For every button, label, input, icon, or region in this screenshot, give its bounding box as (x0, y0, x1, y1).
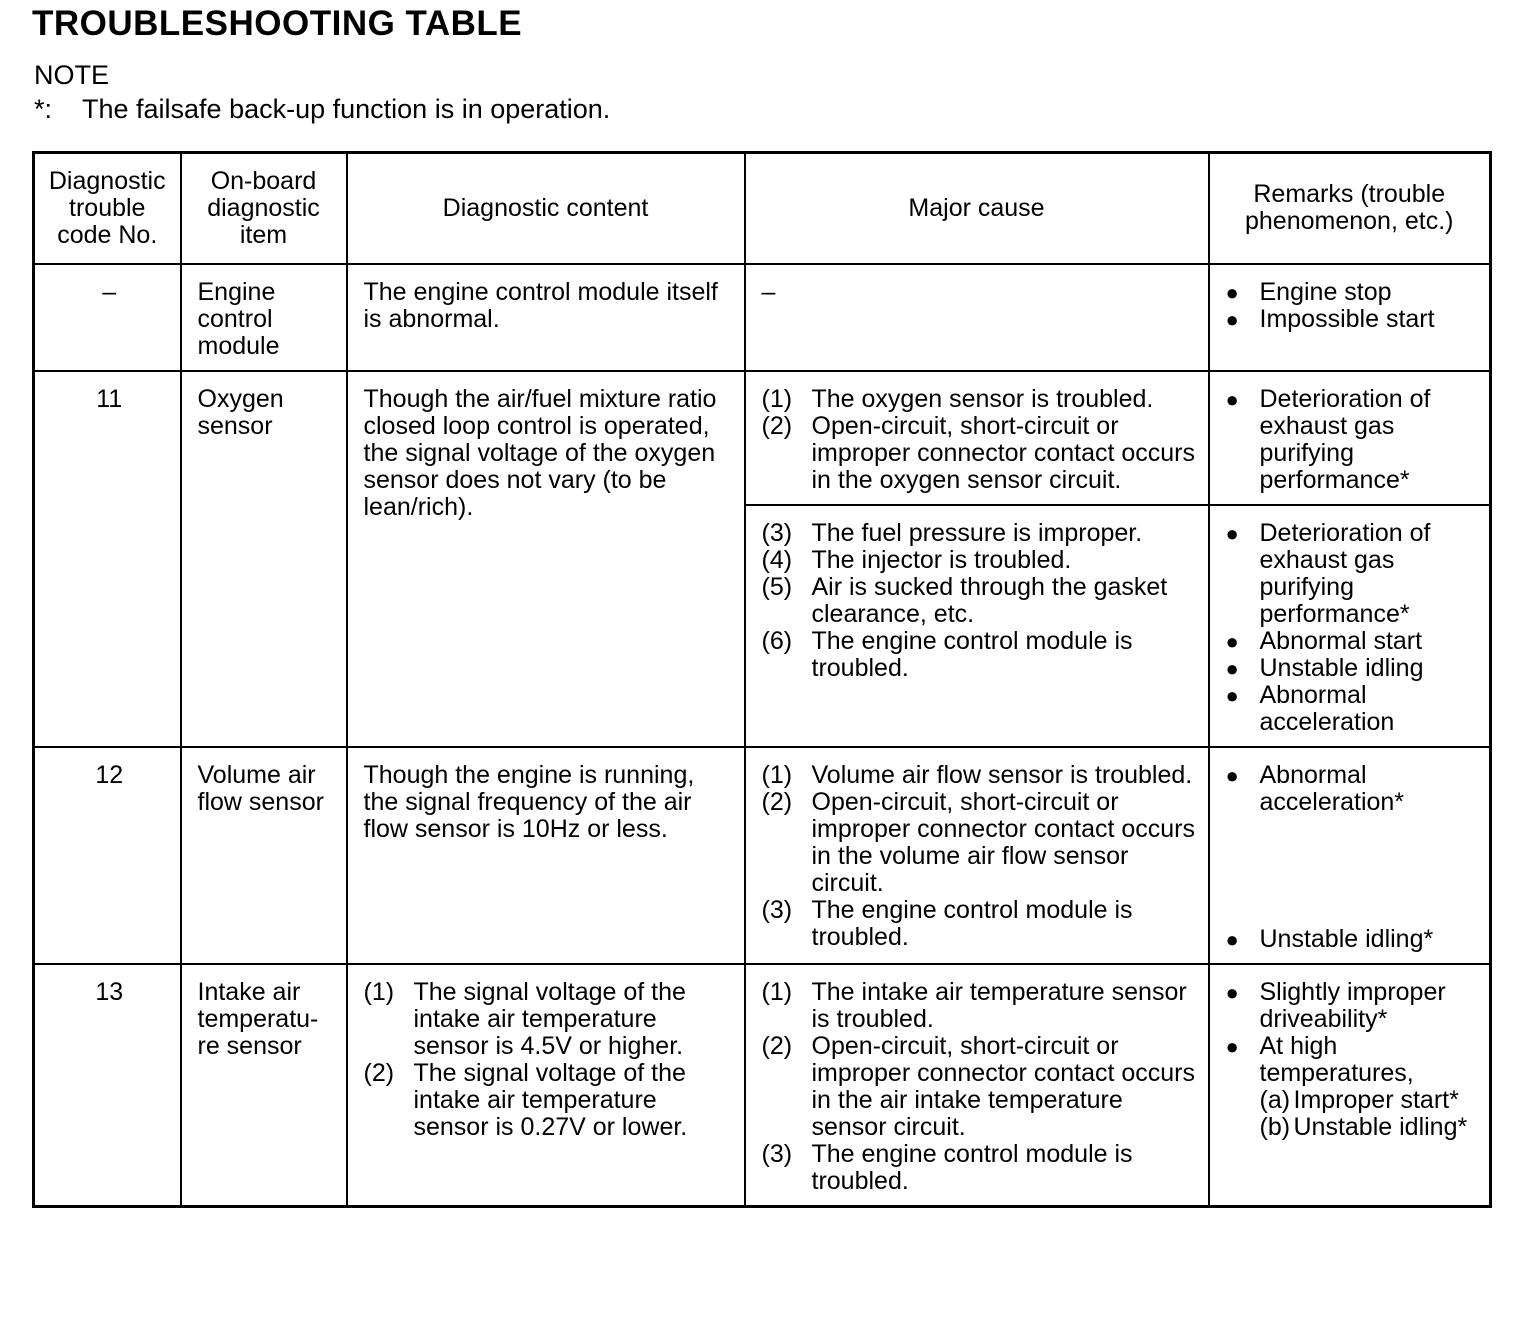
row-code: 12 (34, 747, 181, 964)
bullet-icon: ● (1225, 279, 1239, 305)
header-cause: Major cause (745, 153, 1209, 264)
note-label: NOTE (34, 60, 110, 90)
row-remarks (1209, 964, 1491, 1207)
list-item: ● Abnormal start (1225, 626, 1423, 655)
cause-list (762, 520, 1196, 682)
content-list (364, 979, 732, 1141)
list-item: (3) The engine control module is troubled. (761, 895, 1133, 951)
list-item: (2) Open-circuit, short-circuit or improper connector contact occurs in the oxygen sensor circuit. (761, 411, 1196, 494)
list-item: ● Unstable idling (1225, 653, 1424, 682)
header-code: Diagnostic trouble code No. (34, 153, 181, 264)
header-remarks: Remarks (trouble phenomenon, etc.) (1209, 153, 1491, 264)
list-item: ● Deterioration of exhaust gas purifying performance* (1225, 518, 1431, 628)
bullet-icon: ● (1225, 926, 1239, 952)
bullet-icon: ● (1225, 682, 1239, 708)
row-cause: – (745, 264, 1209, 371)
table-row (34, 371, 1491, 505)
list-item: (1) The oxygen sensor is troubled. (761, 384, 1154, 413)
row-cause (745, 747, 1209, 964)
row-cause (745, 371, 1209, 505)
row-code: 13 (34, 964, 181, 1207)
remarks-list (1226, 979, 1478, 1141)
list-item: ● Unstable idling* (1225, 924, 1434, 953)
table-header-row (34, 153, 1491, 264)
list-item: ● At high temperatures, (a) Improper start* (b) Unstable idling* (1226, 1033, 1478, 1141)
table-row (34, 964, 1491, 1207)
row-remarks (1209, 264, 1491, 371)
list-item: (1) Volume air flow sensor is troubled. (761, 760, 1193, 789)
row-item: Oxygen sensor (181, 371, 347, 747)
list-item: (4) The injector is troubled. (761, 545, 1072, 574)
list-item: ● Deterioration of exhaust gas purifying performance* (1225, 384, 1431, 494)
list-item: (3) The engine control module is troubled. (761, 1139, 1133, 1195)
header-content: Diagnostic content (347, 153, 745, 264)
row-remarks (1209, 371, 1491, 505)
cause-list (762, 386, 1196, 494)
table-row (34, 747, 1491, 964)
list-item: (1) The signal voltage of the intake air temperature sensor is 4.5V or higher. (363, 977, 686, 1060)
list-item: ● Impossible start (1225, 304, 1435, 333)
list-item: (2) Open-circuit, short-circuit or improper connector contact occurs in the volume air flow sensor circuit. (761, 787, 1196, 897)
row-item: Engine control module (181, 264, 347, 371)
list-item: (6) The engine control module is troubled. (761, 626, 1133, 682)
bullet-icon: ● (1225, 655, 1239, 681)
row-remarks (1209, 505, 1491, 747)
row-code: 11 (34, 371, 181, 747)
remarks-list (1226, 386, 1478, 494)
bullet-icon: ● (1225, 979, 1239, 1005)
list-item: (1) The intake air temperature sensor is troubled. (761, 977, 1187, 1033)
list-item: (3) The fuel pressure is improper. (761, 518, 1143, 547)
bullet-icon: ● (1225, 520, 1239, 546)
note-mark: *: (34, 94, 53, 124)
row-content (347, 964, 745, 1207)
row-content: The engine control module itself is abnormal. (347, 264, 745, 371)
list-item: ● Abnormal acceleration* (1225, 760, 1405, 816)
table-row (34, 264, 1491, 371)
list-item: (2) The signal voltage of the intake air temperature sensor is 0.27V or lower. (363, 1058, 688, 1141)
row-content: Though the engine is running, the signal frequency of the air flow sensor is 10Hz or less. (347, 747, 745, 964)
row-content: Though the air/fuel mixture ratio closed loop control is operated, the signal voltage of the oxygen sensor does not vary (to be lean/rich). (347, 371, 745, 747)
cause-list (762, 762, 1196, 951)
row-remarks (1209, 747, 1491, 964)
bullet-icon: ● (1225, 1033, 1239, 1059)
bullet-icon: ● (1225, 306, 1239, 332)
list-item: ● Abnormal acceleration (1225, 680, 1395, 736)
note-line (34, 94, 610, 125)
sub-item: (b) Unstable idling* (1259, 1112, 1468, 1141)
remarks-list (1226, 279, 1478, 333)
row-code: – (34, 264, 181, 371)
bullet-icon: ● (1225, 386, 1239, 412)
note-text: The failsafe back-up function is in operation. (82, 94, 611, 124)
troubleshooting-table (32, 151, 1492, 1208)
list-item: (2) Open-circuit, short-circuit or improper connector contact occurs in the air intake temperature sensor circuit. (761, 1031, 1196, 1141)
row-item: Intake air temperatu-re sensor (181, 964, 347, 1207)
list-item: ● Engine stop (1225, 277, 1392, 306)
remarks-list (1226, 520, 1478, 736)
sub-item: (a) Improper start* (1259, 1085, 1459, 1114)
spacer (1226, 816, 1478, 926)
header-item: On-board diagnostic item (181, 153, 347, 264)
page-title: TROUBLESHOOTING TABLE (32, 4, 523, 43)
row-cause (745, 505, 1209, 747)
bullet-icon: ● (1225, 628, 1239, 654)
row-cause (745, 964, 1209, 1207)
cause-list (762, 979, 1196, 1195)
list-item: ● Slightly improper driveability* (1225, 977, 1446, 1033)
list-item: (5) Air is sucked through the gasket clearance, etc. (761, 572, 1168, 628)
remarks-list (1226, 762, 1478, 953)
bullet-icon: ● (1225, 762, 1239, 788)
row-item: Volume air flow sensor (181, 747, 347, 964)
